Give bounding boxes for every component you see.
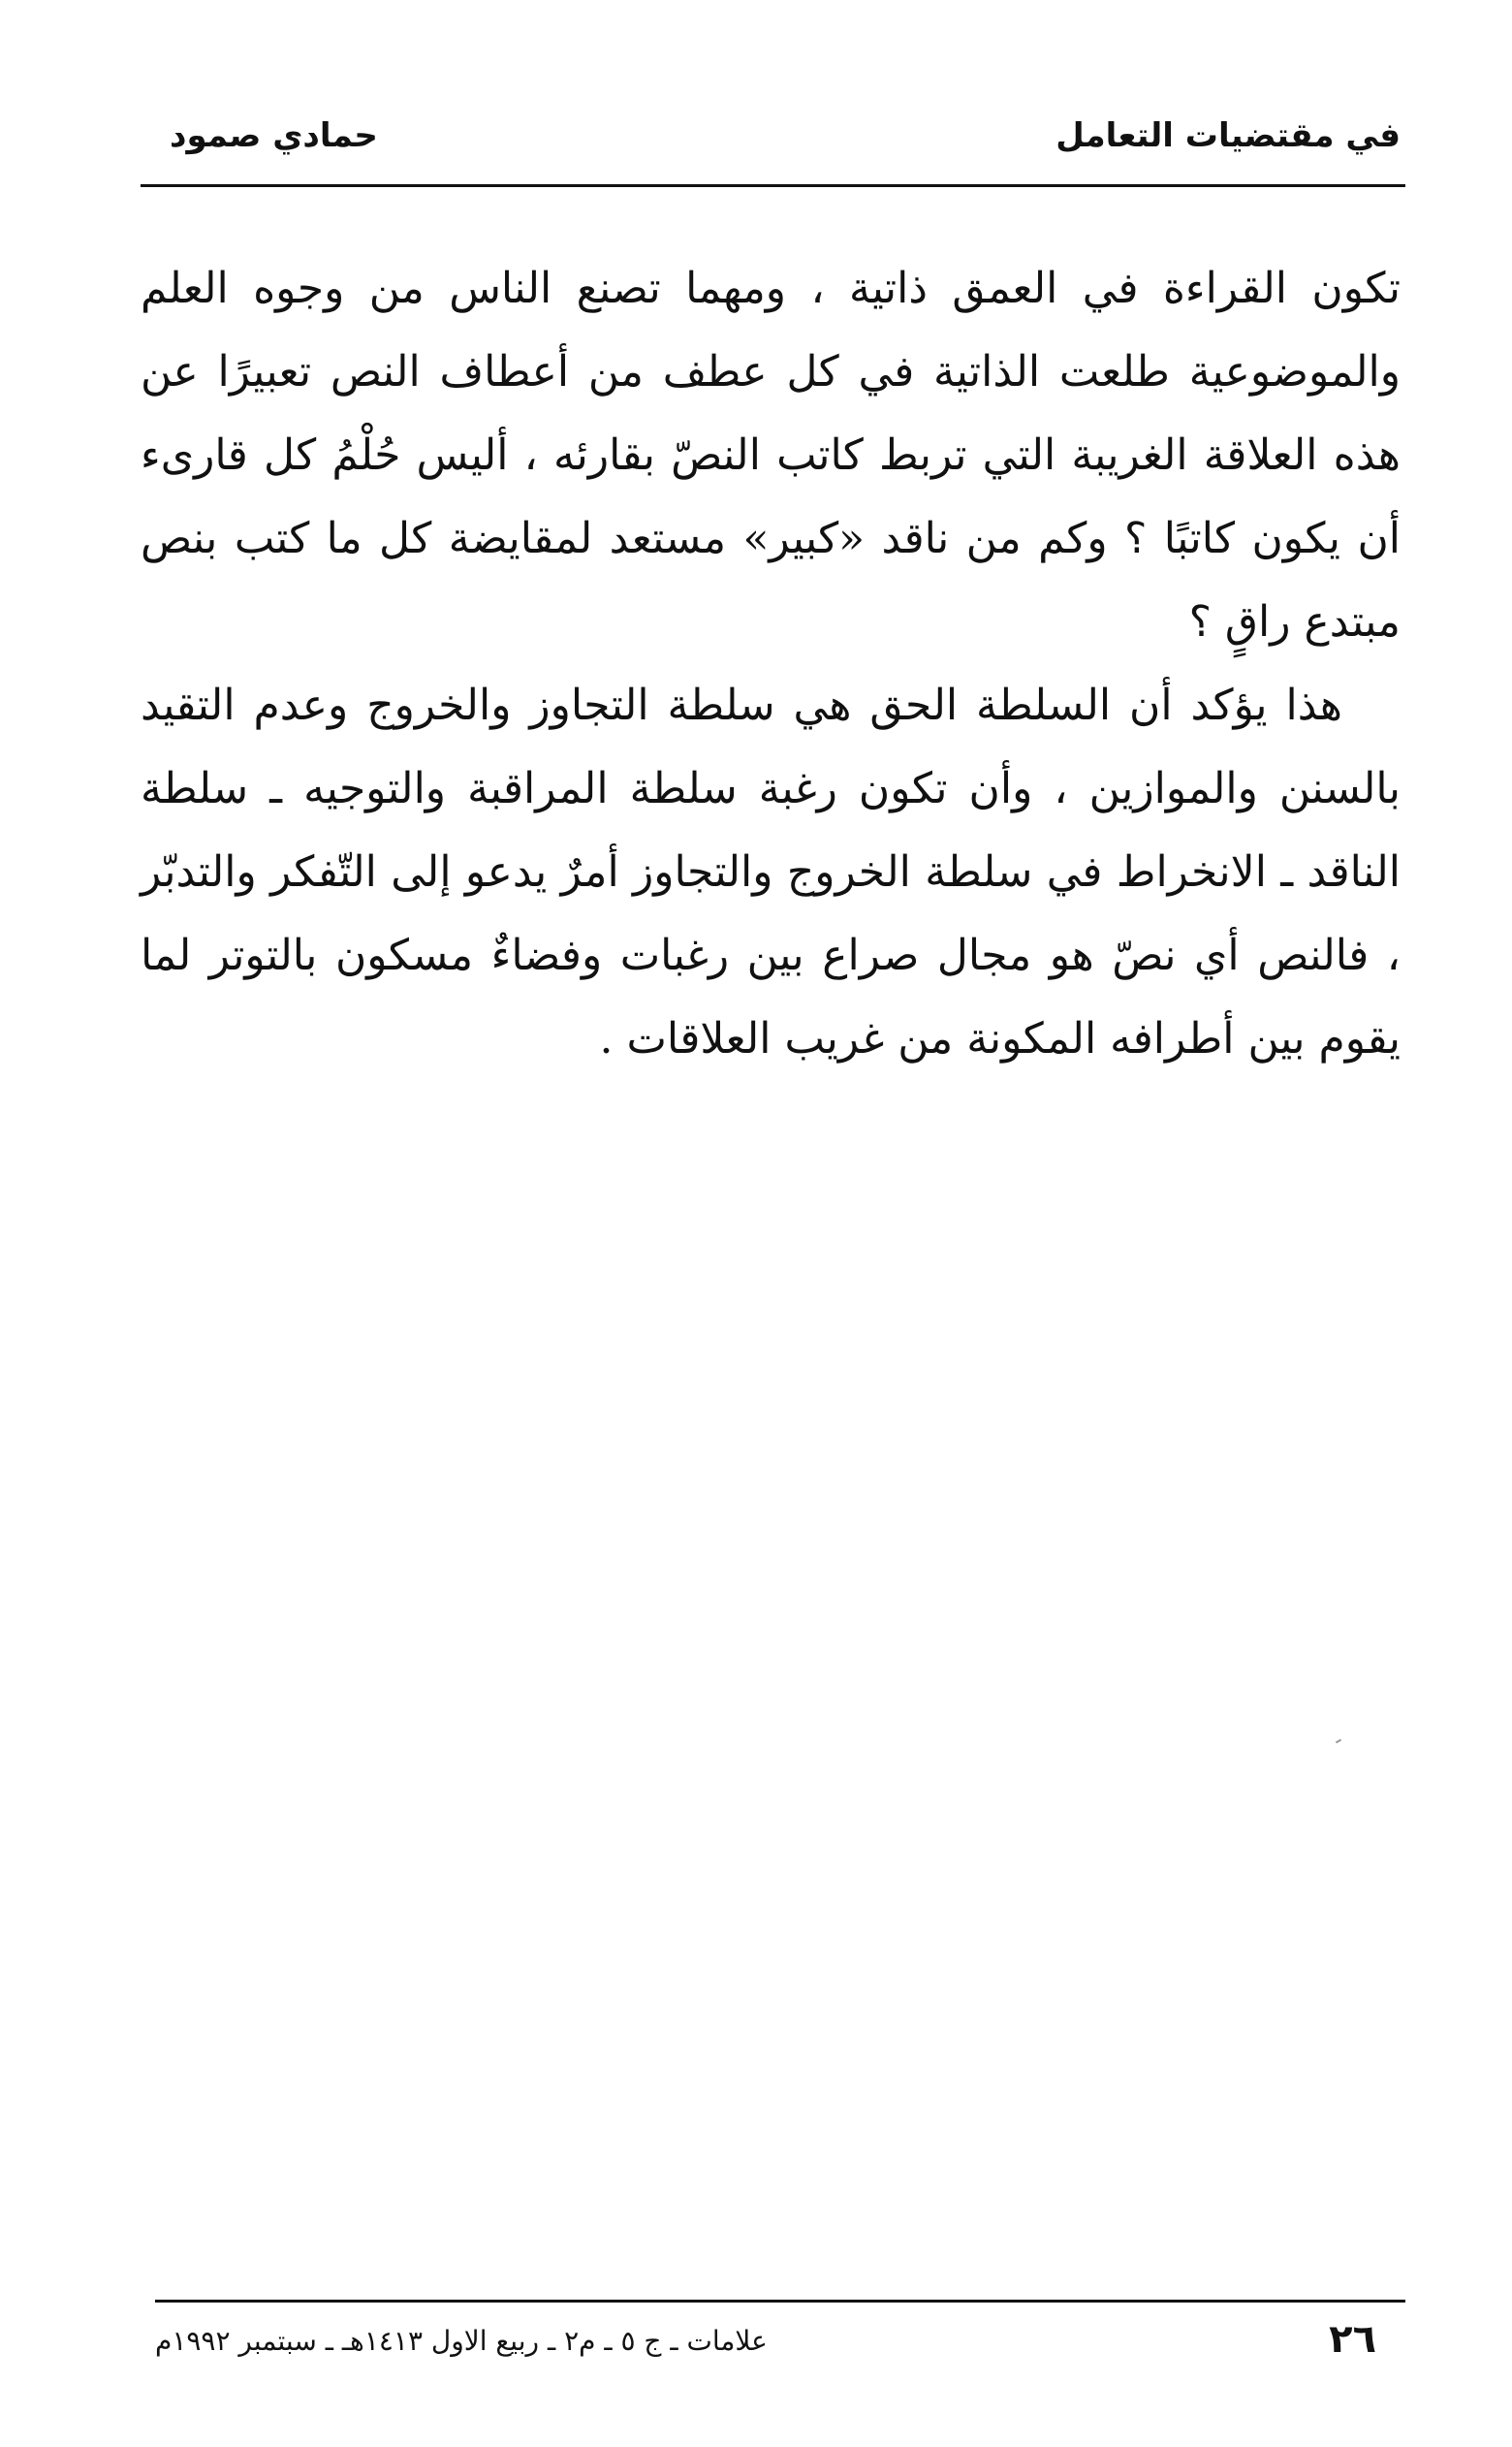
footer-divider — [155, 2300, 1405, 2303]
running-author-name: حمادي صمود — [170, 116, 378, 155]
article-body — [141, 247, 1401, 1081]
journal-citation: علامات ـ ج ٥ ـ م٢ ـ ربيع الاول ١٤١٣هـ ـ سبتمبر ١٩٩٢م — [155, 2325, 768, 2357]
paragraph-2: هذا يؤكد أن السلطة الحق هي سلطة التجاوز والخروج وعدم التقيد بالسنن والموازين ، وأن تكون رغبة سلطة المراقبة والتوجيه ـ سلطة الناقد ـ الانخراط في سلطة الخروج والتجاوز أمرٌ يدعو إلى التّفكر والتدبّر ، فالنص أي نصّ هو مجال صراع بين رغبات وفضاءٌ مسكون بالتوتر لما يقوم بين أطرافه المكونة من غريب العلاقات . — [141, 681, 1401, 1064]
page-number: ٢٦ — [1329, 2317, 1376, 2362]
running-section-title: في مقتضيات التعامل — [1055, 116, 1401, 155]
paragraph-1: تكون القراءة في العمق ذاتية ، ومهما تصنع الناس من وجوه العلم والموضوعية طلعت الذاتية في كل عطف من أعطاف النص تعبيرًا عن هذه العلاقة الغريبة التي تربط كاتب النصّ بقارئه ، أليس حُلْمُ كل قارىء أن يكون كاتبًا ؟ وكم من ناقد «كبير» مستعد لمقايضة كل ما كتب بنص مبتدع راقٍ ؟ — [141, 264, 1401, 647]
header-divider — [141, 184, 1405, 187]
page-header — [141, 107, 1401, 184]
scan-speck — [1336, 1739, 1341, 1744]
